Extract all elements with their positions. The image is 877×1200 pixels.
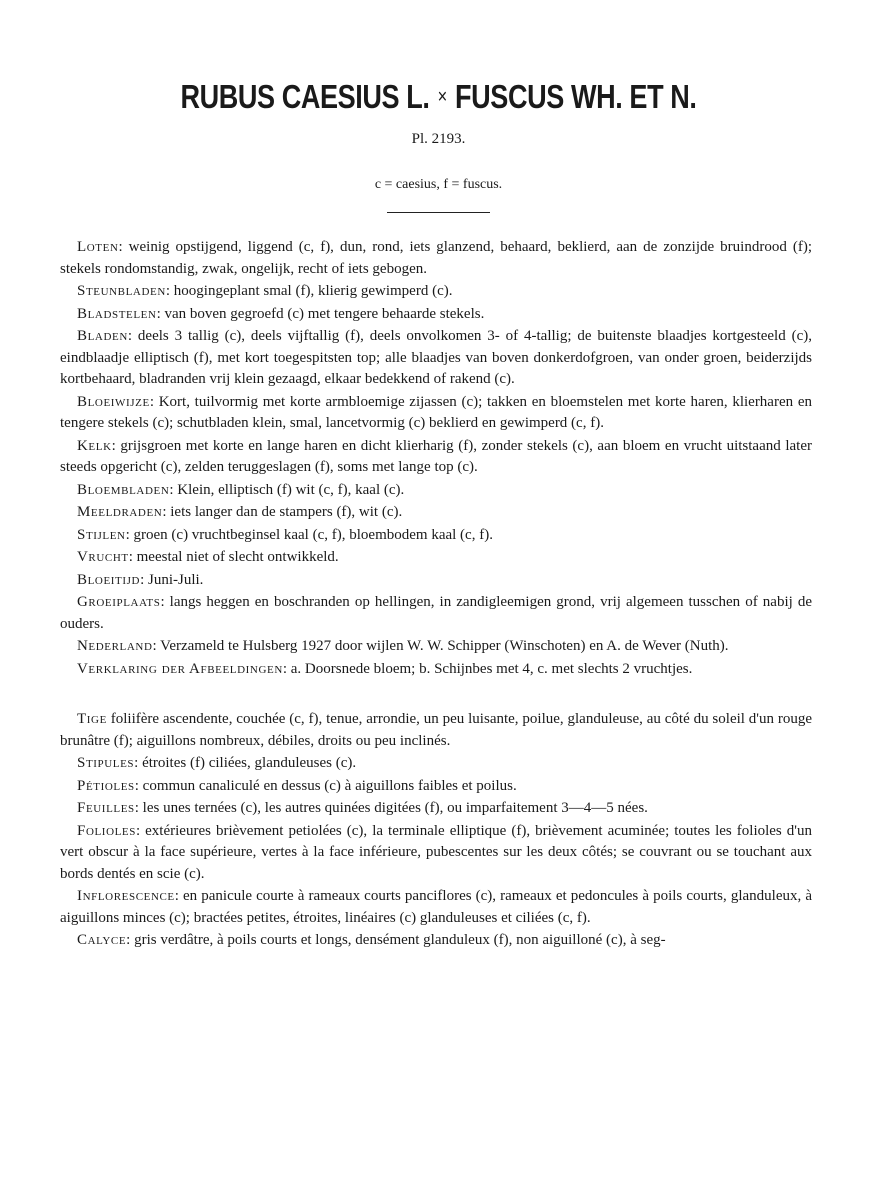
description-paragraph	[60, 326, 812, 391]
paragraph-text: : groen (c) vruchtbeginsel kaal (c, f), bloembodem kaal (c, f).	[125, 526, 493, 543]
section-spacer	[60, 680, 812, 708]
paragraph-label: Meeldraden	[77, 504, 163, 520]
paragraph-text: : Kort, tuilvormig met korte armbloemige zijassen (c); takken en bloemstelen met korte haren, klierharen en tengere stekels (c); schutbladen klein, smal, lancetvormig (c) beklierd en gewimperd (c, f).	[60, 393, 812, 431]
paragraph-label: Stijlen	[77, 526, 126, 543]
paragraph-text: : Verzameld te Hulsberg 1927 door wijlen W. W. Schipper (Winschoten) en A. de Wever (Nuth).	[152, 638, 729, 654]
description-paragraph	[60, 570, 812, 592]
dutch-description	[60, 237, 812, 680]
paragraph-text: : grijsgroen met korte en lange haren en dicht klierharig (f), zonder stekels (c), aan bloem en vrucht uitstaand later steeds opgericht (c), zelden teruggeslagen (f), soms met lange top (c).	[60, 437, 812, 475]
description-paragraph	[60, 392, 812, 435]
paragraph-label: Verklaring der Afbeeldingen	[77, 660, 283, 677]
paragraph-label: Nederland	[77, 638, 153, 654]
paragraph-label: Pétioles	[77, 777, 135, 794]
paragraph-text: : meestal niet of slecht ontwikkeld.	[128, 549, 339, 565]
paragraph-text: : commun canaliculé en dessus (c) à aiguillons faibles et poilus.	[134, 777, 517, 794]
description-body	[60, 237, 812, 952]
paragraph-label: Bloeiwijze	[77, 393, 150, 410]
description-paragraph	[60, 821, 812, 886]
description-paragraph	[60, 886, 812, 929]
paragraph-text: : hoogingeplant smal (f), klierig gewimperd (c).	[165, 283, 453, 299]
paragraph-text: : langs heggen en boschranden op hellingen, in zandigleemigen grond, vrij algemeen tusschen of nabij de ouders.	[60, 594, 812, 632]
paragraph-text: : weinig opstijgend, liggend (c, f), dun, rond, iets glanzend, behaard, beklierd, aan de zonzijde bruindrood (f); stekels rondomstandig, zwak, ongelijk, recht of iets gebogen.	[60, 239, 812, 277]
paragraph-label: Folioles	[77, 822, 136, 839]
description-paragraph	[60, 709, 812, 752]
description-paragraph	[60, 525, 812, 547]
paragraph-label: Bloeitijd	[77, 571, 141, 588]
description-paragraph	[60, 659, 812, 681]
description-paragraph	[60, 753, 812, 775]
divider	[387, 212, 490, 213]
paragraph-text: : Klein, elliptisch (f) wit (c, f), kaal (c).	[169, 481, 405, 498]
paragraph-label: Tige	[77, 711, 107, 727]
paragraph-text: : étroites (f) ciliées, glanduleuses (c).	[134, 755, 357, 771]
description-paragraph	[60, 304, 812, 326]
paragraph-label: Kelk	[77, 437, 112, 454]
description-paragraph	[60, 592, 812, 635]
paragraph-label: Loten	[77, 239, 119, 255]
french-description	[60, 709, 812, 952]
paragraph-text: : a. Doorsnede bloem; b. Schijnbes met 4, c. met slechts 2 vruchtjes.	[282, 660, 693, 677]
paragraph-label: Steunbladen	[77, 283, 166, 299]
description-paragraph	[60, 480, 812, 502]
title-right: FUSCUS WH. ET N.	[455, 78, 697, 115]
paragraph-text: : van boven gegroefd (c) met tengere behaarde stekels.	[156, 305, 485, 322]
paragraph-label: Stipules	[77, 755, 135, 771]
paragraph-text: : gris verdâtre, à poils courts et longs, densément glanduleux (f), non aiguilloné (c), à seg-	[126, 932, 666, 948]
paragraph-label: Bladstelen	[77, 305, 157, 322]
paragraph-label: Bladen	[77, 328, 128, 344]
description-paragraph	[60, 502, 812, 524]
abbreviation-legend: c = caesius, f = fuscus.	[374, 177, 503, 192]
description-paragraph	[60, 636, 812, 658]
description-paragraph	[60, 930, 812, 952]
paragraph-text: : en panicule courte à rameaux courts panciflores (c), rameaux et pedoncules à poils courts, glanduleux, à aiguillons minces (c); bractées petites, étroites, linéaires (c) glanduleuses et ciliées (c, f).	[60, 888, 812, 926]
paragraph-text: : les unes ternées (c), les autres quinées digitées (f), ou imparfaitement 3—4—5 nées.	[134, 800, 648, 816]
paragraph-label: Inflorescence	[77, 888, 175, 904]
description-paragraph	[60, 798, 812, 820]
paragraph-text: : deels 3 tallig (c), deels vijftallig (f), deels onvolkomen 3- of 4-tallig; de buitenste blaadjes kortgesteeld (c), eindblaadje elliptisch (f), met kort toegespitsten top; alle blaadjes van boven donkerdofgroen, van onder groen, beiderzijds kortbehaard, bladranden vrij klein gezaagd, elkaar bedekkend of rakend (c).	[60, 328, 812, 387]
paragraph-label: Feuilles	[77, 800, 135, 816]
title-left: RUBUS CAESIUS L.	[180, 78, 430, 115]
description-paragraph	[60, 436, 812, 479]
paragraph-text: : iets langer dan de stampers (f), wit (c).	[162, 504, 403, 520]
description-paragraph	[60, 237, 812, 280]
paragraph-label: Groeiplaats	[77, 594, 161, 610]
paragraph-label: Vrucht	[77, 549, 129, 565]
paragraph-text: : extérieures brièvement petiolées (c), la terminale elliptique (f), brièvement acuminée; toutes les folioles d'un vert obscur à la face supérieure, vertes à la face inférieure, pubescentes sur les deux côtés; se couvrant ou se touchant aux bords dentés en scie (c).	[60, 822, 812, 882]
paragraph-text: foliifère ascendente, couchée (c, f), tenue, arrondie, un peu luisante, poilue, glanduleuse, au côté du soleil d'un rouge brunâtre (f); aiguillons nombreux, débiles, droits ou peu inclinés.	[60, 711, 812, 749]
page-title	[79, 78, 798, 116]
paragraph-label: Bloembladen	[77, 481, 170, 498]
description-paragraph	[60, 281, 812, 303]
paragraph-label: Calyce	[77, 932, 127, 948]
description-paragraph	[60, 547, 812, 569]
hybrid-cross-sign: ×	[437, 85, 447, 108]
description-paragraph	[60, 776, 812, 798]
plate-number: Pl. 2193.	[411, 131, 466, 147]
paragraph-text: : Juni-Juli.	[140, 571, 204, 588]
